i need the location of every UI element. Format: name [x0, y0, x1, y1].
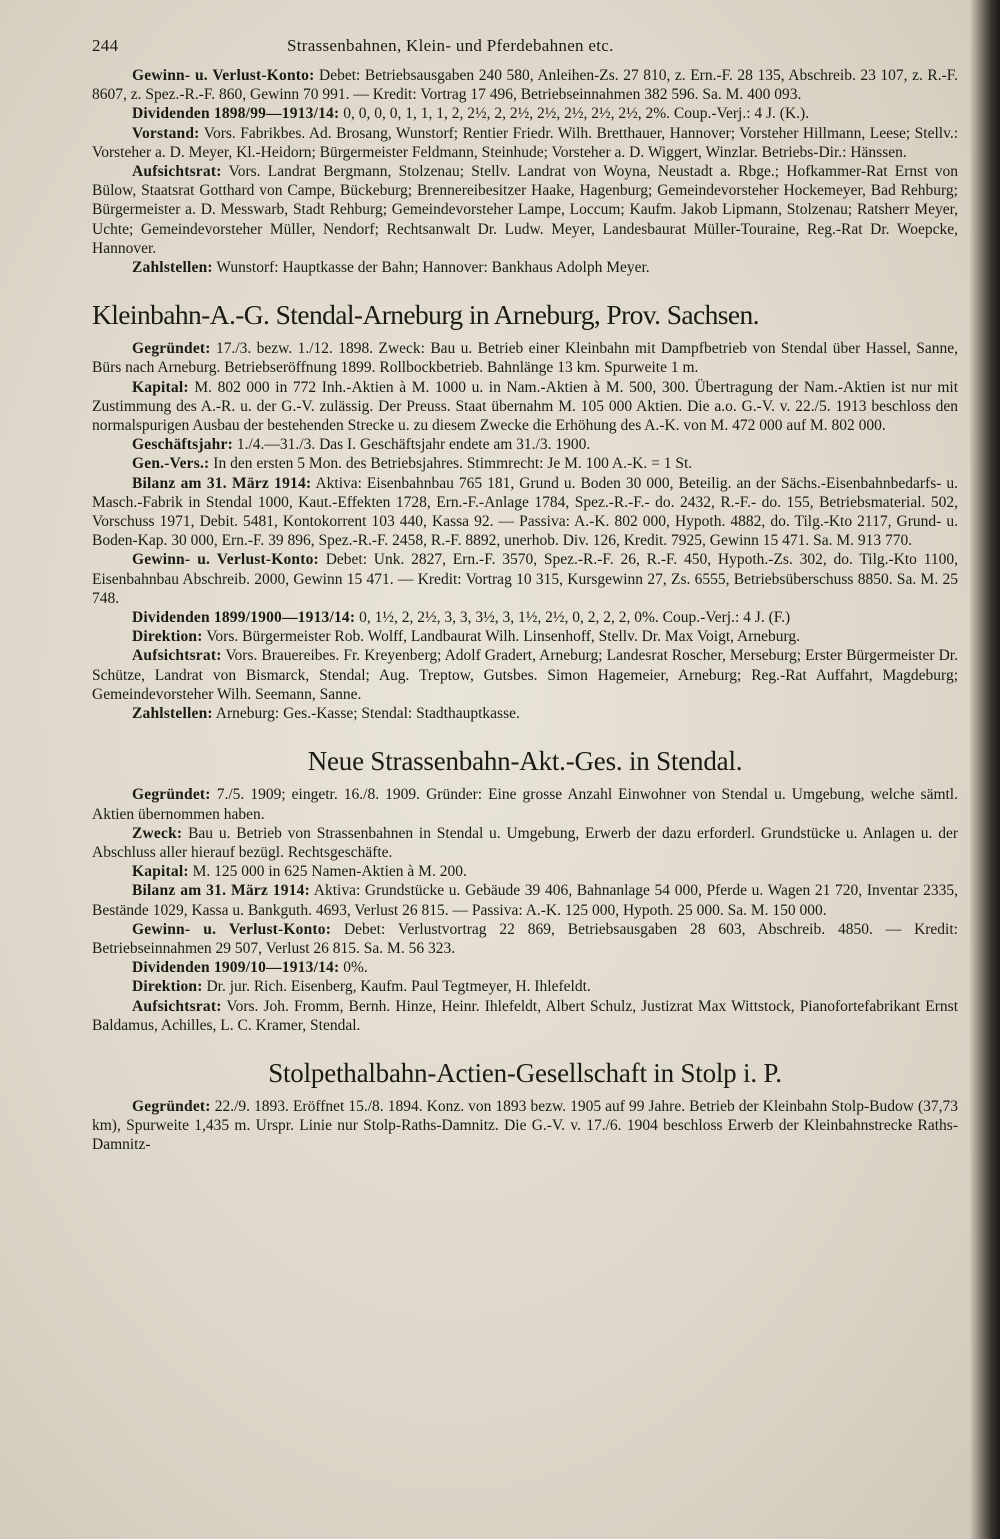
- paragraph: [92, 66, 958, 104]
- paragraph: [92, 997, 958, 1035]
- paragraph-label: Dividenden 1898/99—1913/14:: [132, 105, 340, 123]
- paragraph-text: Aktiva: Eisenbahnbau 765 181, Grund u. Boden 30 000, Beteilig. an der Sächs.-Eisenbahnbedarfs- u. Masch.-Fabrik in Stendal 1000, Kaut.-Effekten 1728, Ern.-F.-Anlage 1784, Spez.-R.-F.- do. 2432, R.-F.- do. 155, Betriebsmaterial. 502, Vorschuss 1971, Debit. 5481, Kontokorrent 103 440, Kassa 92. — Passiva: A.-K. 802 000, Hypoth. 4882, do. Tilg.-Kto 2117, Grund- u. Boden-Kap. 30 000, Ern.-F. 39 896, Spez.-R.-F. 2458, R.-F. 8892, unerhob. Div. 126, Kredit. 7925, Gewinn 15 471. Sa. M. 913 770.: [92, 474, 958, 550]
- company-title: Neue Strassenbahn-Akt.-Ges. in Stendal.: [307, 746, 743, 777]
- paragraph-text: Debet: Verlustvortrag 22 869, Betriebsausgaben 28 603, Abschreib. 4850. — Kredit: Betriebseinnahmen 29 507, Verlust 26 815. Sa. M. 56 323.: [92, 920, 958, 957]
- paragraph-text: Dr. jur. Rich. Eisenberg, Kaufm. Paul Tegtmeyer, H. Ihlefeldt.: [206, 978, 591, 996]
- paragraph: [92, 258, 958, 277]
- paragraph-label: Kapital:: [132, 863, 189, 881]
- paragraph-text: Vors. Brauereibes. Fr. Kreyenberg; Adolf Gradert, Arneburg; Landesrat Roscher, Merseburg; Erster Bürgermeister Dr. Schütze, Landrat von Bismarck, Stendal; Aug. Treptow, Gutsbes. Simon Hagemeier, Arneburg; Reg.-Rat Auffahrt, Magdeburg; Gemeindevorsteher Wilh. Seemann, Sanne.: [92, 647, 958, 703]
- paragraph-text: 7./5. 1909; eingetr. 16./8. 1909. Gründer: Eine grosse Anzahl Einwohner von Stendal u. Umgebung, welche sämtl. Aktien übernommen haben.: [92, 786, 958, 823]
- company-title: Stolpethalbahn-Actien-Gesellschaft in Stolp i. P.: [268, 1057, 782, 1088]
- paragraph-label: Aufsichtsrat:: [132, 163, 222, 181]
- paragraph-label: Gewinn- u. Verlust-Konto:: [132, 67, 315, 84]
- paragraph: [92, 704, 958, 723]
- page-number: 244: [92, 36, 119, 55]
- paragraph-text: Vors. Bürgermeister Rob. Wolff, Landbaurat Wilh. Linsenhoff, Stellv. Dr. Max Voigt, Arneburg.: [206, 628, 801, 646]
- paragraph: [92, 785, 958, 823]
- paragraph-label: Zahlstellen:: [132, 705, 213, 723]
- paragraph-text: 17./3. bezw. 1./12. 1898. Zweck: Bau u. Betrieb einer Kleinbahn mit Dampfbetrieb von Stendal über Hassel, Sanne, Bürs nach Arneburg. Betriebseröffnung 1899. Rollbockbetrieb. Bahnlänge 13 km. Spurweite 1 m.: [92, 340, 958, 377]
- paragraph: [92, 339, 958, 377]
- paragraph-text: Vors. Landrat Bergmann, Stolzenau; Stellv. Landrat von Woyna, Neustadt a. Rbge.; Hofkammer-Rat Ernst von Bülow, Staatsrat Gotthard von Campe, Bückeburg; Brennereibesitzer Haake, Hagenburg; Gemeindevorsteher Hockemeyer, Bad Rehburg; Bürgermeister a. D. Messwarb, Stadt Rehburg; Gemeindevorsteher Lampe, Loccum; Kaufm. Jakob Lipmann, Stolzenau; Ratsherr Meyer, Uchte; Gemeindevorsteher Müller, Nendorf; Rechtsanwalt Dr. Ludw. Meyer, Landesbaurat Müller-Touraine, Reg.-Rat Dr. Woepcke, Hannover.: [92, 163, 958, 257]
- paragraph-text: 0, 0, 0, 0, 1, 1, 1, 2, 2½, 2, 2½, 2½, 2½, 2½, 2½, 2%. Coup.-Verj.: 4 J. (K.).: [343, 105, 810, 123]
- paragraph-text: Debet: Betriebsausgaben 240 580, Anleihen-Zs. 27 810, z. Ern.-F. 28 135, Abschreib. 23 107, z. R.-F. 8607, z. Spez.-R.-F. 860, Gewinn 70 991. — Kredit: Vortrag 17 496, Betriebseinnahmen 382 596. Sa. M. 400 093.: [92, 67, 959, 104]
- book-spine-shadow: [970, 0, 1000, 1539]
- page-header: [92, 36, 958, 66]
- paragraph-label: Kapital:: [132, 378, 189, 396]
- paragraph: [92, 162, 958, 258]
- entry-neue-strassenbahn-stendal: [92, 745, 958, 1035]
- paragraph-label: Gewinn- u. Verlust-Konto:: [132, 551, 319, 569]
- paragraph: [92, 435, 958, 454]
- paragraph-label: Aufsichtsrat:: [132, 647, 222, 665]
- paragraph-text: Vors. Fabrikbes. Ad. Brosang, Wunstorf; Rentier Friedr. Wilh. Bretthauer, Hannover; Vorsteher Hillmann, Leese; Stellv.: Vorsteher a. D. Meyer, Kl.-Heidorn; Bürgermeister Feldmann, Steinhude; Vorsteher a. D. Wiggert, Winzlar. Betriebs-Dir.: Hänssen.: [92, 124, 958, 161]
- paragraph-text: Wunstorf: Hauptkasse der Bahn; Hannover: Bankhaus Adolph Meyer.: [216, 259, 650, 277]
- paragraph-text: 0%.: [343, 959, 368, 977]
- paragraph: [92, 608, 958, 627]
- paragraph-label: Zweck:: [132, 824, 183, 842]
- paragraph: [92, 550, 958, 608]
- paragraph-text: 1./4.—31./3. Das I. Geschäftsjahr endete am 31./3. 1900.: [236, 436, 591, 454]
- paragraph: [92, 824, 958, 862]
- paragraph-label: Gegründet:: [132, 1097, 211, 1115]
- paragraph: [92, 474, 958, 551]
- paragraph: [92, 646, 958, 704]
- paragraph-label: Gewinn- u. Verlust-Konto:: [132, 920, 332, 938]
- paragraph-label: Zahlstellen:: [132, 259, 213, 277]
- paragraph-text: Vors. Joh. Fromm, Bernh. Hinze, Heinr. Ihlefeldt, Albert Schulz, Justizrat Max Wittstock, Pianofortefabrikant Ernst Baldamus, Achilles, L. C. Kramer, Stendal.: [92, 997, 958, 1034]
- paragraph-text: Aktiva: Grundstücke u. Gebäude 39 406, Bahnanlage 54 000, Pferde u. Wagen 21 720, Inventar 2335, Bestände 1029, Kassa u. Bankguth. 4693, Verlust 26 815. — Passiva: A.-K. 125 000, Hypoth. 25 000. Sa. M. 150 000.: [92, 882, 959, 919]
- paragraph: [92, 378, 958, 436]
- paragraph-text: 0, 1½, 2, 2½, 3, 3, 3½, 3, 1½, 2½, 0, 2, 2, 2, 0%. Coup.-Verj.: 4 J. (F.): [359, 609, 791, 627]
- paragraph-label: Geschäftsjahr:: [132, 436, 233, 454]
- entry-stolpethalbahn: [92, 1057, 958, 1155]
- paragraph-label: Direktion:: [132, 628, 203, 646]
- paragraph-text: Debet: Unk. 2827, Ern.-F. 3570, Spez.-R.-F. 26, R.-F. 450, Hypoth.-Zs. 302, do. Tilg.-Kto 1100, Eisenbahnbau Abschreib. 2000, Gewinn 15 471. — Kredit: Vortrag 10 315, Kursgewinn 27, Zs. 6555, Betriebsüberschuss 8850. Sa. M. 25 748.: [92, 551, 959, 607]
- paragraph-label: Direktion:: [132, 978, 203, 996]
- paragraph-label: Aufsichtsrat:: [132, 997, 222, 1015]
- paragraph: [92, 977, 958, 996]
- company-title: Kleinbahn-A.-G. Stendal-Arneburg in Arneburg, Prov. Sachsen.: [92, 299, 759, 331]
- paragraph: [92, 881, 958, 919]
- paragraph: [92, 1097, 958, 1155]
- paragraph-label: Dividenden 1909/10—1913/14:: [132, 959, 340, 977]
- paragraph-label: Dividenden 1899/1900—1913/14:: [132, 609, 356, 627]
- paragraph: [92, 958, 958, 977]
- paragraph: [92, 124, 958, 162]
- paragraph-label: Gegründet:: [132, 340, 211, 358]
- paragraph-label: Gen.-Vers.:: [132, 455, 210, 473]
- paragraph: [92, 454, 958, 473]
- paragraph-label: Bilanz am 31. März 1914:: [132, 882, 310, 900]
- entry-continuation: [92, 66, 958, 277]
- paragraph-label: Vorstand:: [132, 124, 200, 142]
- paragraph-text: M. 802 000 in 772 Inh.-Aktien à M. 1000 u. in Nam.-Aktien à M. 500, 300. Übertragung der Nam.-Aktien ist nur mit Zustimmung des A.-R. u. der G.-V. zulässig. Der Preuss. Staat übernahm M. 105 000 Aktien. Die a.o. G.-V. v. 22./5. 1913 beschloss den normalspurigen Ausbau der bestehenden Strecke u. zu diesem Zwecke die Erhöhung des A.-K. von M. 472 000 auf M. 802 000.: [92, 378, 959, 435]
- paragraph: [92, 627, 958, 646]
- paragraph-text: Arneburg: Ges.-Kasse; Stendal: Stadthauptkasse.: [215, 705, 520, 723]
- running-title: Strassenbahnen, Klein- und Pferdebahnen etc.: [287, 36, 614, 55]
- paragraph-text: Bau u. Betrieb von Strassenbahnen in Stendal u. Umgebung, Erwerb der dazu erforderl. Grundstücke u. Anlagen u. der Abschluss aller hierauf bezügl. Rechtsgeschäfte.: [92, 824, 959, 861]
- paragraph: [92, 862, 958, 881]
- paragraph-text: 22./9. 1893. Eröffnet 15./8. 1894. Konz. von 1893 bezw. 1905 auf 99 Jahre. Betrieb der Kleinbahn Stolp-Budow (37,73 km), Spurweite 1,435 m. Urspr. Linie nur Stolp-Raths-Damnitz. Die G.-V. v. 17./6. 1904 beschloss Erwerb der Kleinbahnstrecke Raths-Damnitz-: [92, 1097, 958, 1154]
- paragraph-label: Bilanz am 31. März 1914:: [132, 474, 312, 492]
- entry-kleinbahn-stendal-arneburg: [92, 299, 958, 723]
- paragraph-text: M. 125 000 in 625 Namen-Aktien à M. 200.: [192, 863, 467, 881]
- paragraph: [92, 920, 958, 958]
- paragraph-text: In den ersten 5 Mon. des Betriebsjahres. Stimmrecht: Je M. 100 A.-K. = 1 St.: [213, 455, 693, 473]
- paragraph: [92, 104, 958, 123]
- paragraph-label: Gegründet:: [132, 786, 211, 804]
